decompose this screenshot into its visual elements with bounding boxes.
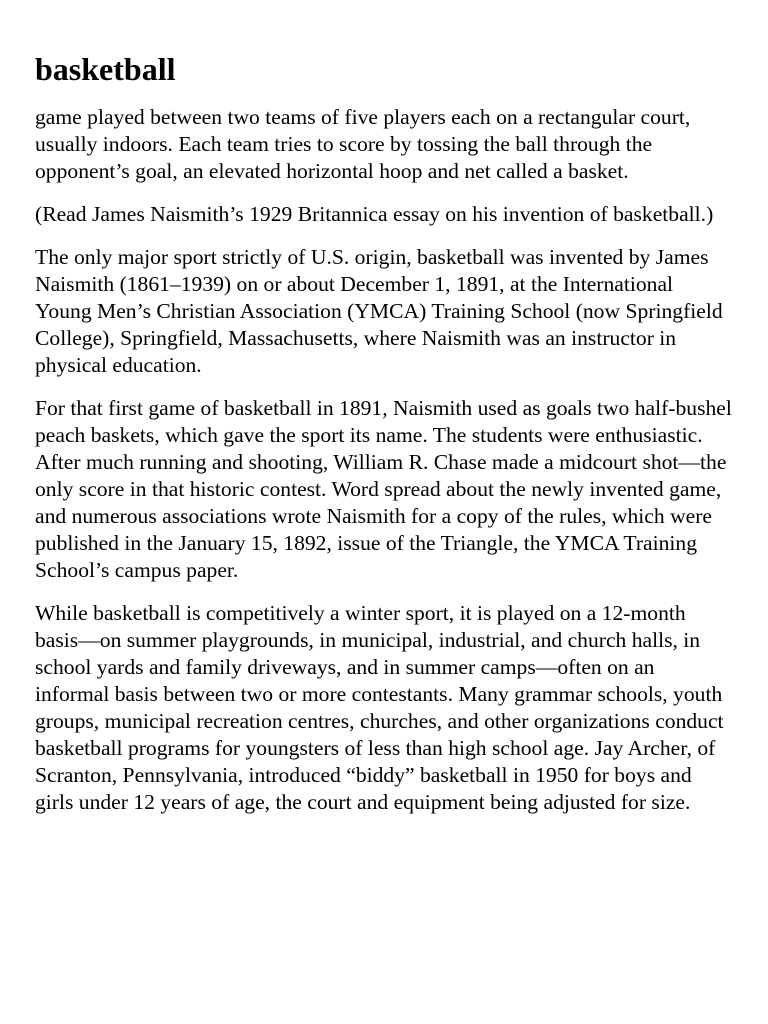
article-paragraph-essay-note: (Read James Naismith’s 1929 Britannica essay on his invention of basketball.) (35, 202, 714, 226)
article-paragraph-origin: The only major sport strictly of U.S. origin, basketball was invented by James Naismith (1861–1939) on or about December 1, 1891, at the International Young Men’s Christian Association (YMCA) Training School (now Springfield College), Springfield, Massachusetts, where Naismith was an instructor in physical education. (35, 245, 723, 377)
article-paragraph-definition: game played between two teams of five players each on a rectangular court, usually indoors. Each team tries to score by tossing the ball through the opponent’s goal, an elevated horizontal hoop and net called a basket. (35, 105, 691, 183)
article-title: basketball (35, 51, 176, 87)
article-paragraph-first-game: For that first game of basketball in 1891, Naismith used as goals two half-bushel peach baskets, which gave the sport its name. The students were enthusiastic. After much running and shooting, William R. Chase made a midcourt shot—the only score in that historic contest. Word spread about the newly invented game, and numerous associations wrote Naismith for a copy of the rules, which were published in the January 15, 1892, issue of the Triangle, the YMCA Training School’s campus paper. (35, 396, 732, 582)
article-paragraph-year-round: While basketball is competitively a winter sport, it is played on a 12-month basis—on summer playgrounds, in municipal, industrial, and church halls, in school yards and family driveways, and in summer camps—often on an informal basis between two or more contestants. Many grammar schools, youth groups, municipal recreation centres, churches, and other organizations conduct basketball programs for youngsters of less than high school age. Jay Archer, of Scranton, Pennsylvania, introduced “biddy” basketball in 1950 for boys and girls under 12 years of age, the court and equipment being adjusted for size. (35, 601, 724, 814)
